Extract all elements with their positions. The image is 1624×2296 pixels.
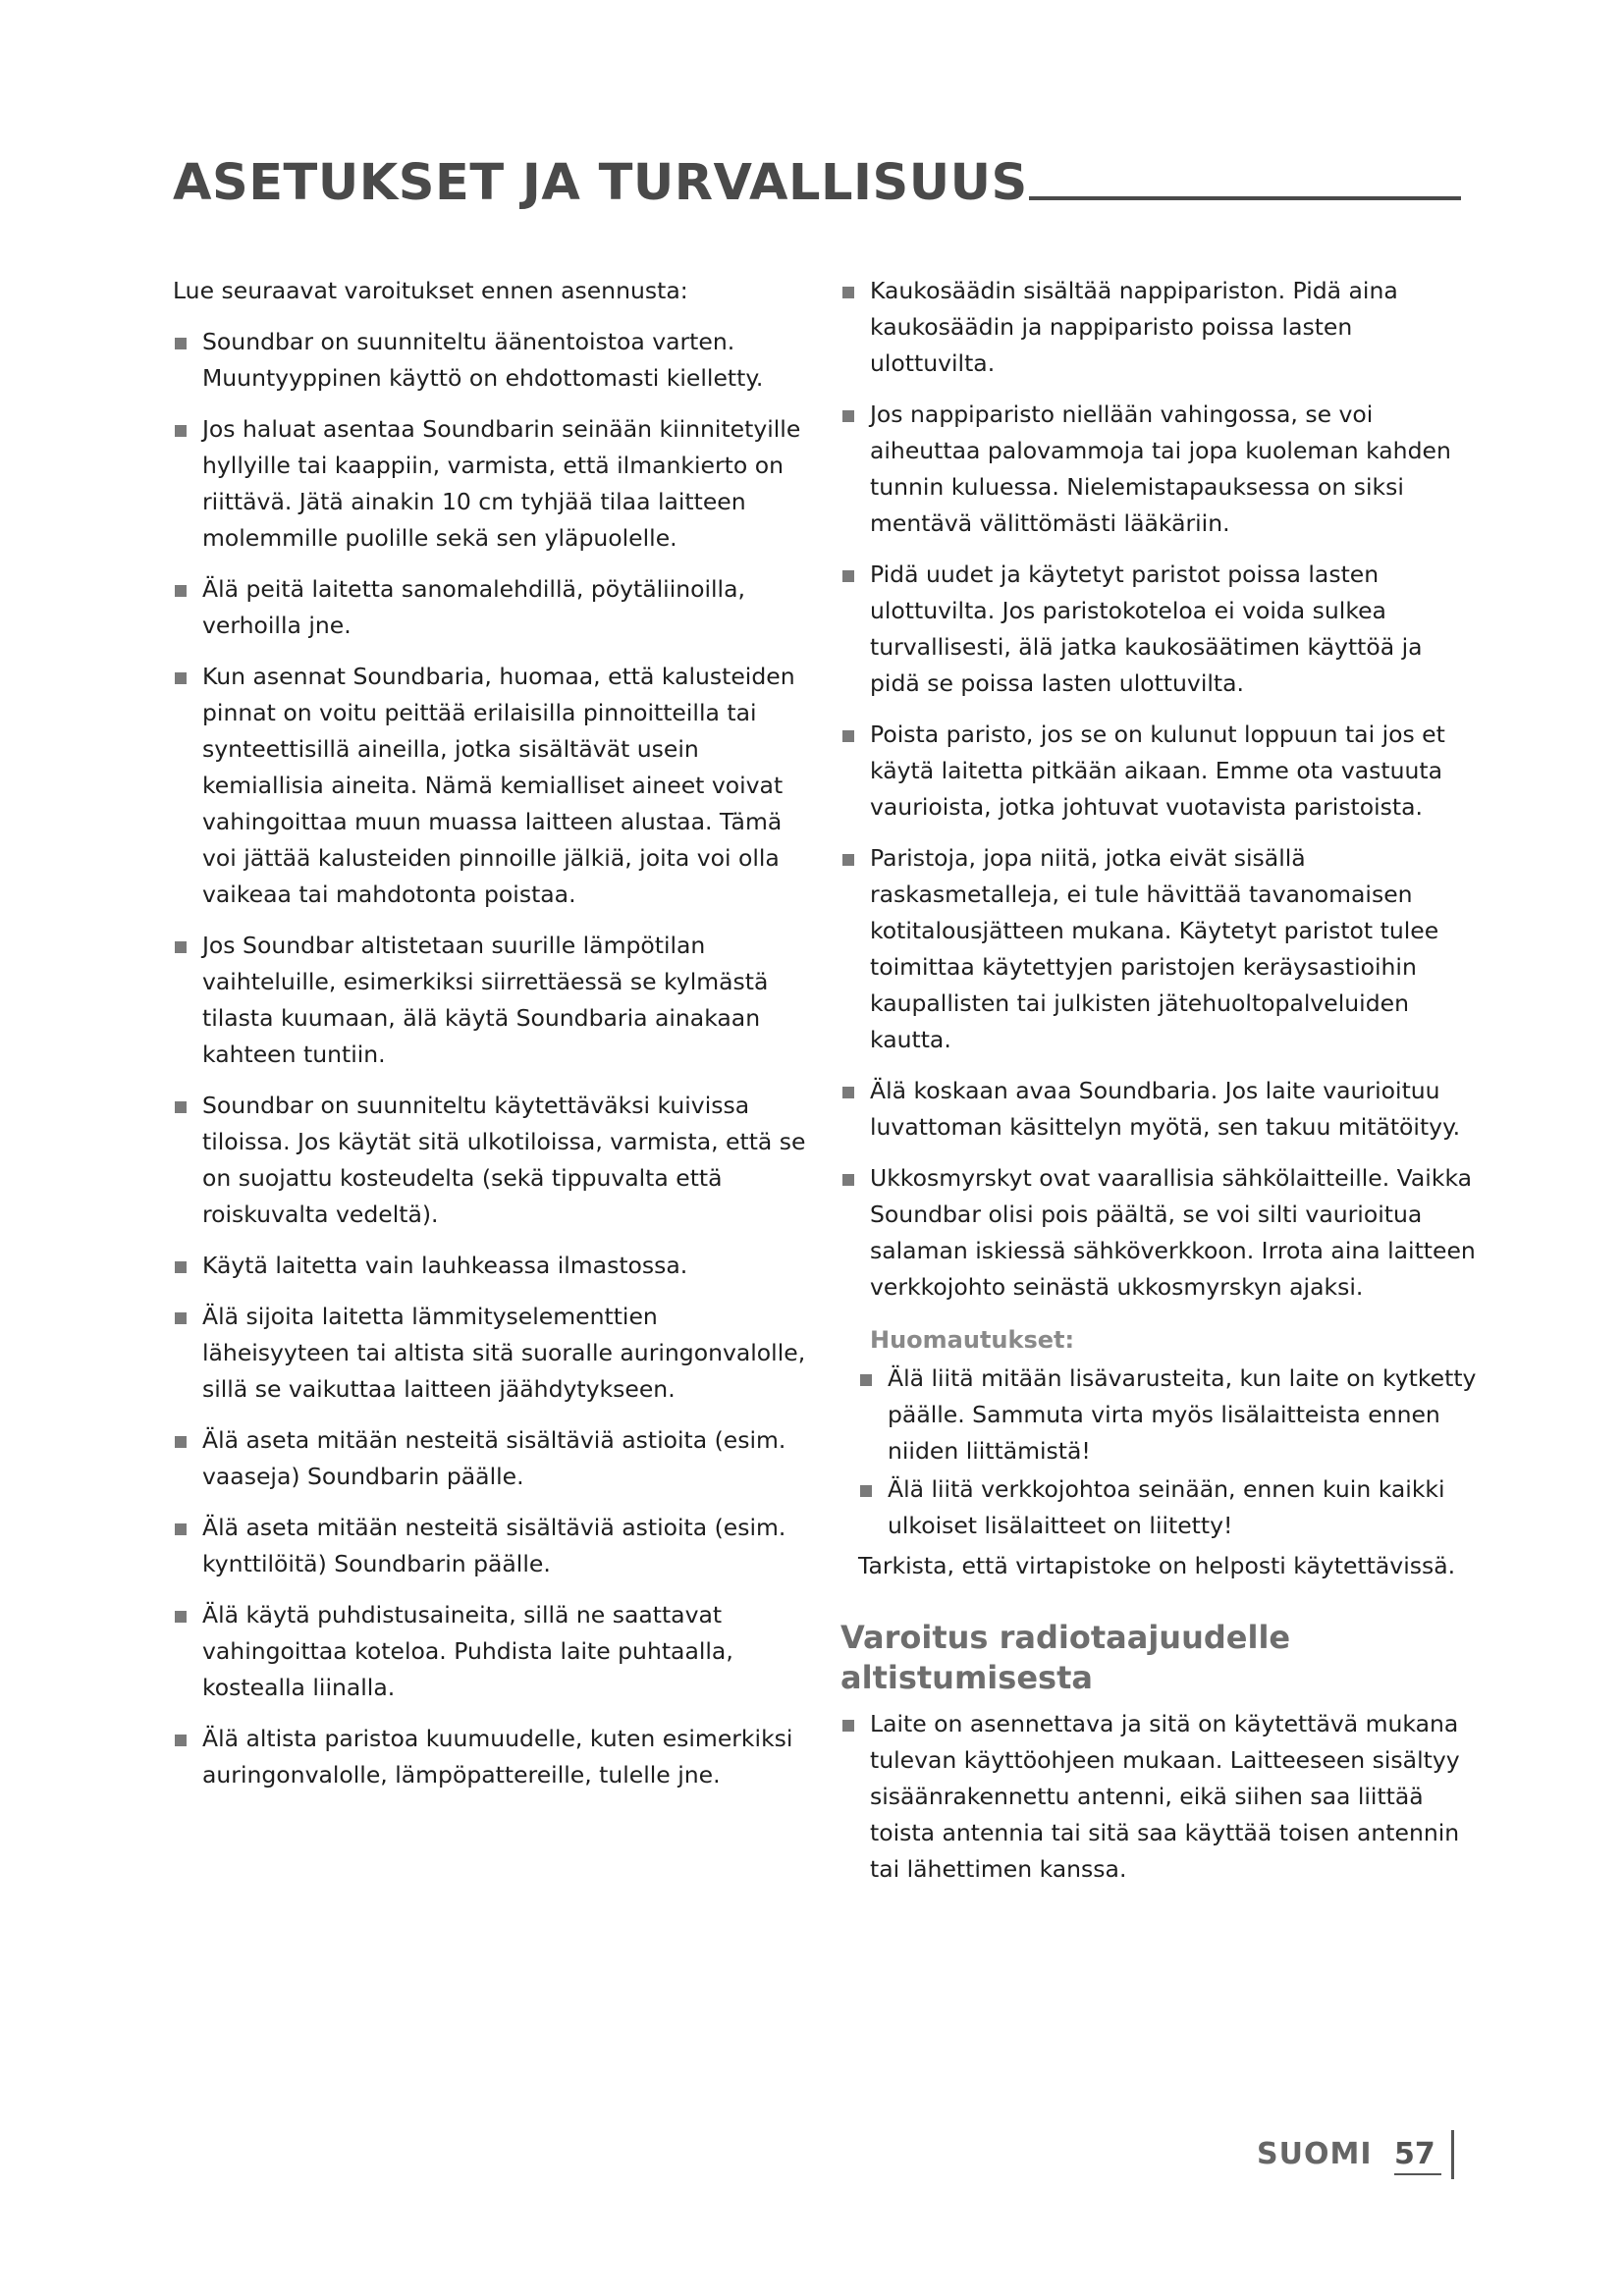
list-item xyxy=(173,411,807,557)
item-text: Älä liitä mitään lisävarusteita, kun laite on kytketty päälle. Sammuta virta myös lisälaitteista ennen niiden liittämistä! xyxy=(888,1364,1477,1465)
list-item xyxy=(840,840,1479,1058)
item-text: Soundbar on suunniteltu äänentoistoa varten. Muuntyyppinen käyttö on ehdottomasti kielletty. xyxy=(202,328,764,392)
page-header xyxy=(173,152,1461,215)
title-rule xyxy=(1029,196,1461,200)
square-bullet-icon xyxy=(175,425,187,437)
check-text: Tarkista, että virtapistoke on helposti käytettävissä. xyxy=(858,1552,1456,1579)
footer-divider xyxy=(1451,2130,1454,2179)
list-item xyxy=(173,1721,807,1793)
rf-section-title: Varoitus radiotaajuudelle altistumisesta xyxy=(840,1619,1291,1696)
page-title: ASETUKSET JA TURVALLISUUS xyxy=(173,154,1028,212)
intro-text: Lue seuraavat varoitukset ennen asennusta: xyxy=(173,277,688,304)
square-bullet-icon xyxy=(175,672,187,684)
item-text: Pidä uudet ja käytetyt paristot poissa lasten ulottuvilta. Jos paristokoteloa ei voida sulkea turvallisesti, älä jatka kaukosäätimen käyttöä ja pidä se poissa lasten ulottuvilta. xyxy=(870,561,1423,697)
notes-box xyxy=(858,1321,1479,1584)
square-bullet-icon xyxy=(175,1101,187,1113)
square-bullet-icon xyxy=(842,570,854,582)
square-bullet-icon xyxy=(175,1735,187,1746)
square-bullet-icon xyxy=(842,410,854,422)
square-bullet-icon xyxy=(175,1523,187,1535)
item-text: Älä aseta mitään nesteitä sisältäviä astioita (esim. kynttilöitä) Soundbarin päälle. xyxy=(202,1514,786,1577)
square-bullet-icon xyxy=(175,585,187,597)
rf-list xyxy=(840,1706,1479,1888)
left-warning-list xyxy=(173,324,807,1793)
item-text: Älä altista paristoa kuumuudelle, kuten esimerkiksi auringonvalolle, lämpöpattereille, tulelle jne. xyxy=(202,1725,793,1789)
item-text: Jos Soundbar altistetaan suurille lämpötilan vaihteluille, esimerkiksi siirrettäessä se kylmästä tilasta kuumaan, älä käytä Soundbaria ainakaan kahteen tuntiin. xyxy=(202,932,769,1068)
list-item xyxy=(173,1299,807,1408)
square-bullet-icon xyxy=(175,941,187,953)
square-bullet-icon xyxy=(842,854,854,866)
item-text: Soundbar on suunniteltu käytettäväksi kuivissa tiloissa. Jos käytät sitä ulkotiloissa, varmista, että se on suojattu kosteudelta (sekä tippuvalta että roiskuvalta vedeltä). xyxy=(202,1092,806,1228)
list-item xyxy=(173,659,807,913)
item-text: Paristoja, jopa niitä, jotka eivät sisällä raskasmetalleja, ei tule hävittää tavanomaisen kotitalousjätteen mukana. Käytetyt paristot tulee toimittaa käytettyjen paristojen keräysastioihin kaupallisten tai julkisten jätehuoltopalveluiden kautta. xyxy=(870,844,1439,1053)
list-item xyxy=(840,717,1479,826)
square-bullet-icon xyxy=(842,1174,854,1186)
item-text: Käytä laitetta vain lauhkeassa ilmastossa. xyxy=(202,1252,688,1279)
square-bullet-icon xyxy=(860,1485,872,1497)
item-text: Poista paristo, jos se on kulunut loppuun tai jos et käytä laitetta pitkään aikaan. Emme ota vastuuta vaurioista, jotka johtuvat vuotavista paristoista. xyxy=(870,721,1445,821)
square-bullet-icon xyxy=(860,1374,872,1386)
notes-list xyxy=(858,1361,1479,1544)
list-item xyxy=(173,324,807,397)
list-item xyxy=(173,928,807,1073)
square-bullet-icon xyxy=(175,338,187,349)
item-text: Älä koskaan avaa Soundbaria. Jos laite vaurioituu luvattoman käsittelyn myötä, sen takuu mitätöityy. xyxy=(870,1077,1461,1141)
square-bullet-icon xyxy=(842,730,854,742)
list-item xyxy=(840,273,1479,382)
list-item xyxy=(840,1160,1479,1306)
square-bullet-icon xyxy=(175,1312,187,1324)
item-text: Kun asennat Soundbaria, huomaa, että kalusteiden pinnat on voitu peittää erilaisilla pinnoitteilla tai synteettisillä aineilla, jotka sisältävät usein kemiallisia aineita. Nämä kemialliset aineet voivat vahingoittaa muun muassa laitteen alustaa. Tämä voi jättää kalusteiden pinnoille jälkiä, joita voi olla vaikeaa tai mahdotonta poistaa. xyxy=(202,663,795,908)
right-warning-list xyxy=(840,273,1479,1306)
item-text: Älä peitä laitetta sanomalehdillä, pöytäliinoilla, verhoilla jne. xyxy=(202,575,745,639)
right-column xyxy=(840,273,1479,1902)
square-bullet-icon xyxy=(842,1087,854,1098)
left-column xyxy=(173,273,807,1808)
item-text: Jos haluat asentaa Soundbarin seinään kiinnitetyille hyllyille tai kaappiin, varmista, että ilmankierto on riittävä. Jätä ainakin 10 cm tyhjää tilaa laitteen molemmille puolille sekä sen yläpuolelle. xyxy=(202,415,801,552)
page-number: 57 xyxy=(1394,2136,1441,2175)
item-text: Älä liitä verkkojohtoa seinään, ennen kuin kaikki ulkoiset lisälaitteet on liitetty! xyxy=(888,1475,1445,1539)
item-text: Älä aseta mitään nesteitä sisältäviä astioita (esim. vaaseja) Soundbarin päälle. xyxy=(202,1426,786,1490)
item-text: Kaukosäädin sisältää nappipariston. Pidä aina kaukosäädin ja nappiparisto poissa lasten ulottuvilta. xyxy=(870,277,1398,377)
item-text: Ukkosmyrskyt ovat vaarallisia sähkölaitteille. Vaikka Soundbar olisi pois päältä, se voi silti vaurioitua salaman iskiessä sähköverkkoon. Irrota aina laitteen verkkojohto seinästä ukkosmyrskyn ajaksi. xyxy=(870,1164,1476,1301)
list-item xyxy=(173,571,807,644)
item-text: Laite on asennettava ja sitä on käytettävä mukana tulevan käyttöohjeen mukaan. Laitteeseen sisältyy sisäänrakennettu antenni, eikä siihen saa liittää toista antennia tai sitä saa käyttää toisen antennin tai lähettimen kanssa. xyxy=(870,1710,1460,1883)
square-bullet-icon xyxy=(175,1261,187,1273)
square-bullet-icon xyxy=(175,1611,187,1623)
item-text: Älä sijoita laitetta lämmityselementtien läheisyyteen tai altista sitä suoralle auringonvalolle, sillä se vaikuttaa laitteen jäähdytykseen. xyxy=(202,1303,806,1403)
notes-heading: Huomautukset: xyxy=(870,1326,1075,1354)
list-item xyxy=(173,1422,807,1495)
footer-language: SUOMI xyxy=(1257,2137,1373,2171)
list-item xyxy=(173,1088,807,1233)
list-item xyxy=(173,1510,807,1582)
list-item xyxy=(173,1597,807,1706)
square-bullet-icon xyxy=(842,1720,854,1732)
item-text: Jos nappiparisto niellään vahingossa, se voi aiheuttaa palovammoja tai jopa kuoleman kahden tunnin kuluessa. Nielemistapauksessa on siksi mentävä välittömästi lääkäriin. xyxy=(870,400,1451,537)
list-item xyxy=(840,1706,1479,1888)
list-item xyxy=(858,1471,1479,1544)
list-item xyxy=(173,1248,807,1284)
list-item xyxy=(858,1361,1479,1469)
square-bullet-icon xyxy=(175,1436,187,1448)
square-bullet-icon xyxy=(842,287,854,298)
item-text: Älä käytä puhdistusaineita, sillä ne saattavat vahingoittaa koteloa. Puhdista laite puhtaalla, kostealla liinalla. xyxy=(202,1601,733,1701)
list-item xyxy=(840,557,1479,702)
page-footer xyxy=(1257,2130,1463,2179)
list-item xyxy=(840,397,1479,542)
list-item xyxy=(840,1073,1479,1146)
